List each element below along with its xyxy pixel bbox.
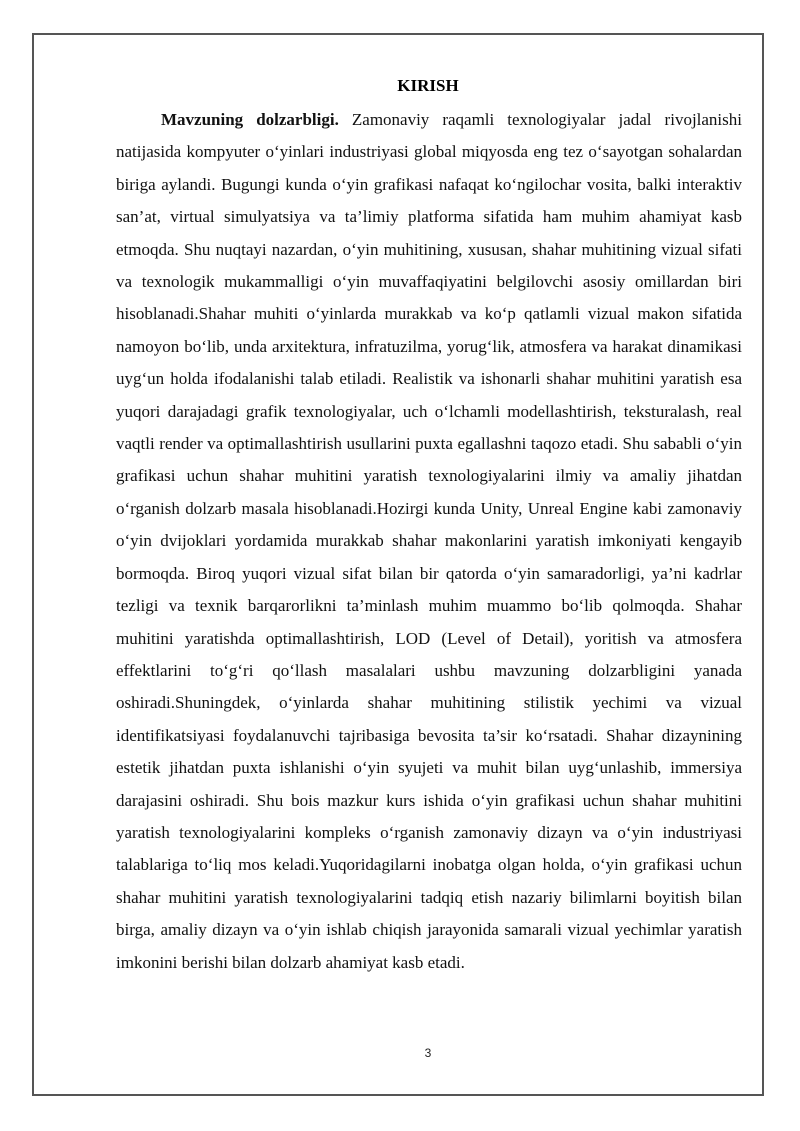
paragraph-text: Zamonaviy raqamli texnologiyalar jadal rivojlanishi natijasida kompyuter o‘yinlari industriyasi global miqyosda eng tez o‘sayotgan sohalardan biriga aylandi. Bugungi kunda o‘yin grafikasi nafaqat ko‘ngilochar vosita, balki interaktiv san’at, virtual simulyatsiya va ta’limiy platforma sifatida ham muhim ahamiyat kasb etmoqda. Shu nuqtayi nazardan, o‘yin muhitining, xususan, shahar muhitining vizual sifati va texnologik mukammalligi o‘yin muvaffaqiyatini belgilovchi asosiy omillardan biri hisoblanadi.Shahar muhiti o‘yinlarda murakkab va ko‘p qatlamli vizual makon sifatida namoyon bo‘lib, unda arxitektura, infratuzilma, yorug‘lik, atmosfera va harakat dinamikasi uyg‘un holda ifodalanishi talab etiladi. Realistik va ishonarli shahar muhitini yaratish esa yuqori darajadagi grafik texnologiyalar, uch o‘lchamli modellashtirish, teksturalash, real vaqtli render va optimallashtirish usullarini puxta egallashni taqozo etadi. Shu sababli o‘yin grafikasi uchun shahar muhitini yaratish texnologiyalarini ilmiy va amaliy jihatdan o‘rganish dolzarb masala hisoblanadi.Hozirgi kunda Unity, Unreal Engine kabi zamonaviy o‘yin dvijoklari yordamida murakkab shahar makonlarini yaratish imkoniyati kengayib bormoqda. Biroq yuqori vizual sifat bilan bir qatorda o‘yin samaradorligi, ya’ni kadrlar tezligi va texnik barqarorlikni ta’minlash muhim muammo bo‘lib qolmoqda. Shahar muhitini yaratishda optimallashtirish, LOD (Level of Detail), yoritish va atmosfera effektlarini to‘g‘ri qo‘llash masalalari ushbu mavzuning dolzarbligini yanada oshiradi.Shuningdek, o‘yinlarda shahar muhitining stilistik yechimi va vizual identifikatsiyasi foydalanuvchi tajribasiga bevosita ta’sir ko‘rsatadi. Shahar dizaynining estetik jihatdan puxta ishlanishi o‘yin syujeti va muhit bilan uyg‘unlashib, immersiya darajasini oshiradi. Shu bois mazkur kurs ishida o‘yin grafikasi uchun shahar muhitini yaratish texnologiyalarini kompleks o‘rganish zamonaviy dizayn va o‘yin industriyasi talablariga to‘liq mos keladi.Yuqoridagilarni inobatga olgan holda, o‘yin grafikasi uchun shahar muhitini yaratish texnologiyalarini tadqiq etish nazariy bilimlarni boyitish bilan birga, amaliy dizayn va o‘yin ishlab chiqish jarayonida samarali vizual yechimlar yaratish imkonini berishi bilan dolzarb ahamiyat kasb etadi. bbox=[116, 110, 742, 972]
page-title: KIRISH bbox=[397, 76, 459, 95]
body-paragraph bbox=[116, 104, 742, 979]
lead-label: Mavzuning dolzarbligi. bbox=[161, 110, 339, 129]
page-number: 3 bbox=[424, 1046, 432, 1060]
